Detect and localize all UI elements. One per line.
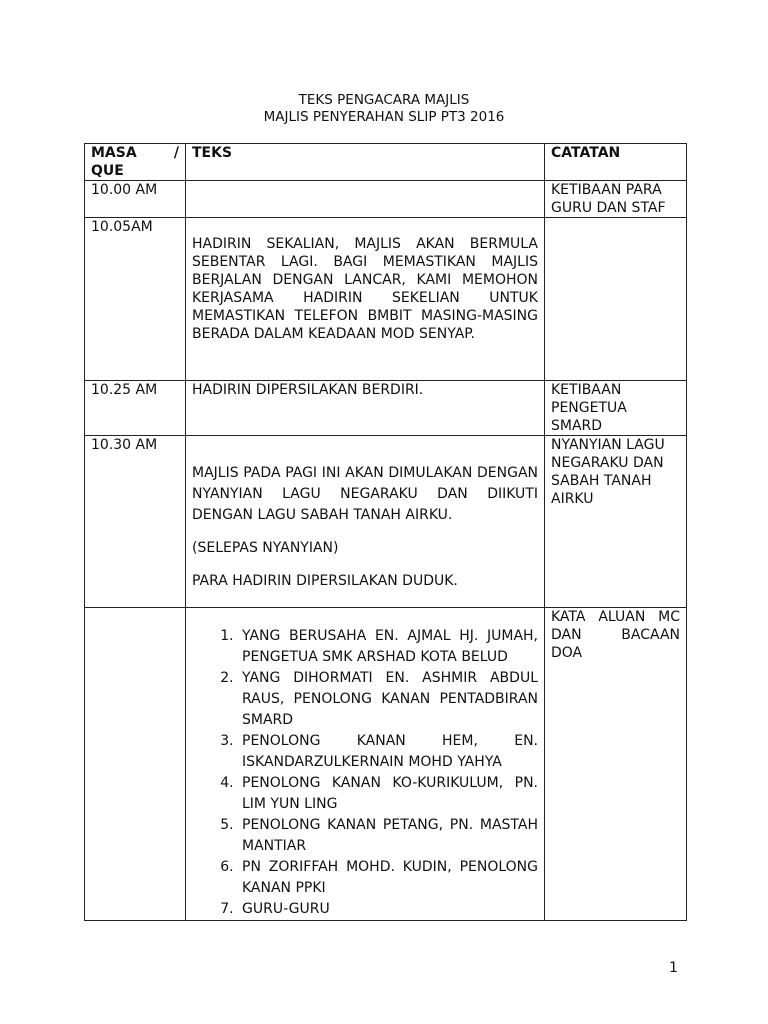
row-catatan: NYANYIAN LAGU NEGARAKU DAN SABAH TANAH AIRKU — [545, 436, 687, 608]
row-catatan: KETIBAAN PARA GURU DAN STAF — [545, 181, 687, 218]
list-item: 2. YANG DIHORMATI EN. ASHMIR ABDUL RAUS, PENOLONG KANAN PENTADBIRAN SMARD — [238, 668, 538, 731]
header-catatan: CATATAN — [545, 144, 687, 181]
table-row — [85, 608, 687, 921]
row-teks: HADIRIN DIPERSILAKAN BERDIRI. — [186, 381, 545, 436]
guest-list — [192, 626, 538, 920]
teks-paragraph: PARA HADIRIN DIPERSILAKAN DUDUK. — [192, 573, 458, 589]
table-row — [85, 181, 687, 218]
title-line-1: TEKS PENGACARA MAJLIS — [298, 92, 470, 108]
teks-paragraph: MAJLIS PADA PAGI INI AKAN DIMULAKAN DENGAN NYANYIAN LAGU NEGARAKU DAN DIIKUTI DENGAN LAGU SABAH TANAH AIRKU. — [192, 465, 538, 523]
row-masa: 10.00 AM — [85, 181, 186, 218]
teks-paragraph: HADIRIN SEKALIAN, MAJLIS AKAN BERMULA SEBENTAR LAGI. BAGI MEMASTIKAN MAJLIS BERJALAN DENGAN LANCAR, KAMI MEMOHON KERJASAMA HADIRIN SEKELIAN UNTUK MEMASTIKAN TELEFON BMBIT MASING-MASING BERADA DALAM KEADAAN MOD SENYAP. — [192, 236, 538, 342]
mc-script-table — [84, 143, 687, 921]
list-item: 5. PENOLONG KANAN PETANG, PN. MASTAH MANTIAR — [238, 815, 538, 857]
table-row — [85, 436, 687, 608]
list-item: 4. PENOLONG KANAN KO-KURIKULUM, PN. LIM YUN LING — [238, 773, 538, 815]
teks-paragraph: (SELEPAS NYANYIAN) — [192, 540, 339, 556]
row-catatan: KETIBAAN PENGETUA SMARD — [545, 381, 687, 436]
table-row — [85, 381, 687, 436]
header-masa-label: MASA — [91, 145, 137, 161]
header-teks: TEKS — [186, 144, 545, 181]
row-teks — [186, 436, 545, 608]
table-row — [85, 218, 687, 381]
header-que-label: QUE — [91, 163, 124, 179]
row-catatan: KATA ALUAN MC DAN BACAAN DOA — [545, 608, 687, 921]
list-item: 3. PENOLONG KANAN HEM, EN. ISKANDARZULKERNAIN MOHD YAHYA — [238, 731, 538, 773]
title-line-2: MAJLIS PENYERAHAN SLIP PT3 2016 — [263, 109, 505, 125]
page-number: 1 — [669, 960, 678, 976]
list-item: 7. GURU-GURU — [238, 899, 538, 920]
row-masa: 10.25 AM — [85, 381, 186, 436]
row-masa: 10.30 AM — [85, 436, 186, 608]
table-header-row — [85, 144, 687, 181]
list-item: 1. YANG BERUSAHA EN. AJMAL HJ. JUMAH, PENGETUA SMK ARSHAD KOTA BELUD — [238, 626, 538, 668]
header-masa-slash: / — [173, 145, 179, 161]
row-catatan — [545, 218, 687, 381]
header-masa — [85, 144, 186, 181]
document-title — [0, 92, 768, 126]
list-item: 6. PN ZORIFFAH MOHD. KUDIN, PENOLONG KANAN PPKI — [238, 857, 538, 899]
row-masa — [85, 608, 186, 921]
row-teks — [186, 608, 545, 921]
row-masa: 10.05AM — [85, 218, 186, 381]
row-teks — [186, 181, 545, 218]
row-teks — [186, 218, 545, 381]
